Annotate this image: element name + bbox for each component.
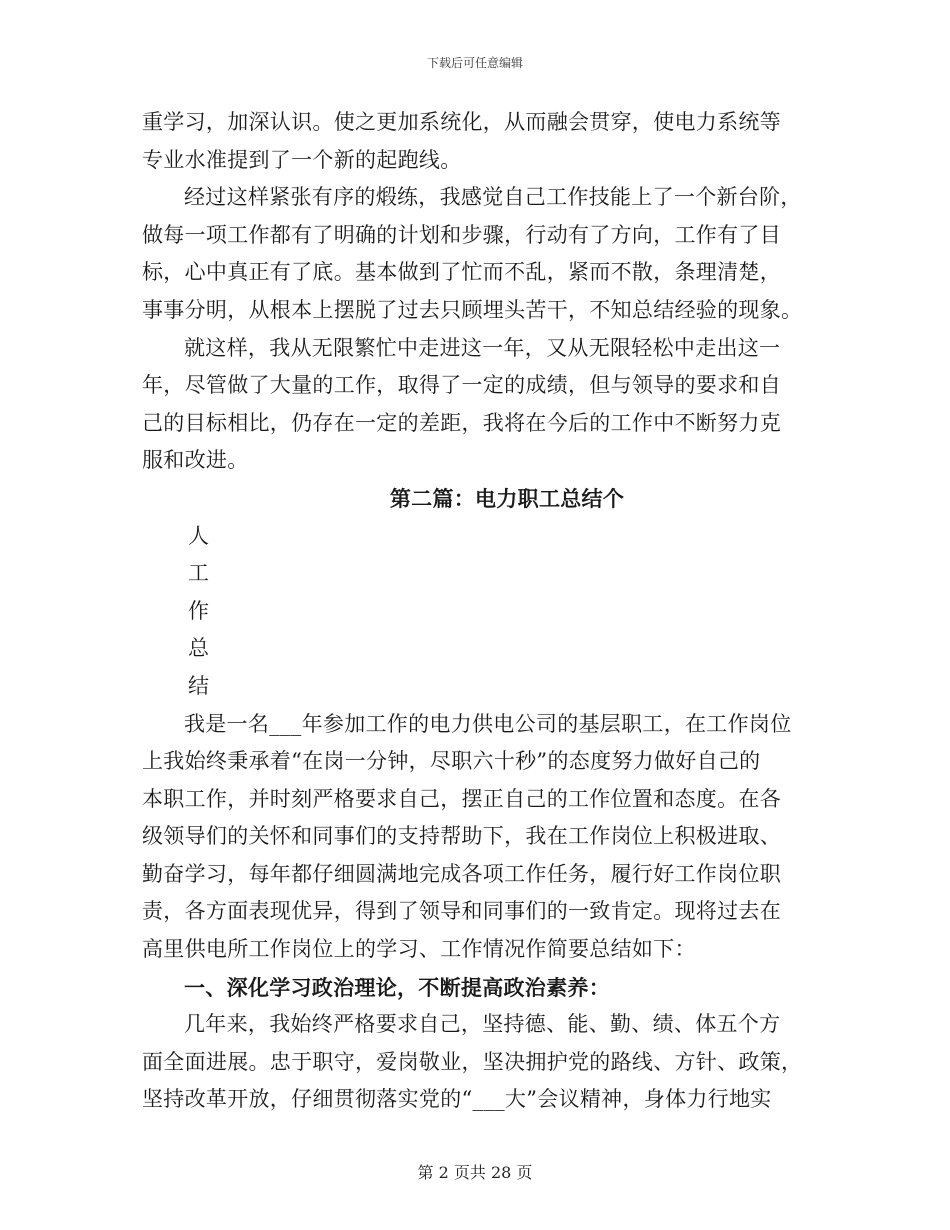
section-title: 第二篇：电力职工总结个 xyxy=(389,485,625,511)
page-footer: 第 2 页共 28 页 xyxy=(417,1163,533,1182)
paragraph-line: 己的目标相比，仍存在一定的差距，我将在今后的工作中不断努力克 xyxy=(142,410,781,435)
title-vertical-char: 作 xyxy=(188,598,210,623)
paragraph-line: 标，心中真正有了底。基本做到了忙而不乱，紧而不散，条理清楚， xyxy=(142,260,781,285)
paragraph-line: 我是一名___年参加工作的电力供电公司的基层职工，在工作岗位 xyxy=(184,711,792,736)
title-vertical-char: 工 xyxy=(188,561,210,586)
page-header: 下载后可任意编辑 xyxy=(426,56,523,70)
title-vertical-char: 人 xyxy=(188,523,210,548)
paragraph-line: 责，各方面表现优异，得到了领导和同事们的一致肯定。现将过去在 xyxy=(142,899,781,924)
paragraph-line: 事事分明，从根本上摆脱了过去只顾埋头苦干，不知总结经验的现象。 xyxy=(142,297,803,322)
paragraph-line: 服和改进。 xyxy=(142,448,249,473)
paragraph-line: 坚持改革开放，仔细贯彻落实党的“___大”会议精神，身体力行地实 xyxy=(142,1087,772,1112)
paragraph-line: 就这样，我从无限繁忙中走进这一年，又从无限轻松中走出这一 xyxy=(184,335,781,360)
paragraph-line: 面全面进展。忠于职守，爱岗敬业，坚决拥护党的路线、方针、政策， xyxy=(142,1049,803,1074)
document-body xyxy=(142,104,812,1119)
paragraph-line: 勤奋学习，每年都仔细圆满地完成各项工作任务，履行好工作岗位职 xyxy=(142,861,781,886)
section-heading: 一、深化学习政治理论，不断提高政治素养： xyxy=(184,974,610,1000)
paragraph-line: 重学习，加深认识。使之更加系统化，从而融会贯穿，使电力系统等 xyxy=(142,110,781,134)
paragraph-line: 几年来，我始终严格要求自己，坚持德、能、勤、绩、体五个方 xyxy=(184,1012,781,1037)
paragraph-line: 本职工作，并时刻严格要求自己，摆正自己的工作位置和态度。在各 xyxy=(142,786,781,811)
title-vertical-char: 结 xyxy=(188,673,210,698)
paragraph-line: 专业水准提到了一个新的起跑线。 xyxy=(142,147,462,172)
paragraph-line: 上我始终秉承着“在岗一分钟，尽职六十秒”的态度努力做好自己的 xyxy=(142,749,761,774)
paragraph-line: 高里供电所工作岗位上的学习、工作情况作简要总结如下： xyxy=(142,937,696,962)
paragraph-line: 年，尽管做了大量的工作，取得了一定的成绩，但与领导的要求和自 xyxy=(142,373,781,398)
title-vertical-char: 总 xyxy=(188,636,210,661)
paragraph-line: 级领导们的关怀和同事们的支持帮助下，我在工作岗位上积极进取、 xyxy=(142,824,781,849)
paragraph-line: 经过这样紧张有序的煅练，我感觉自己工作技能上了一个新台阶， xyxy=(184,185,802,210)
paragraph-line: 做每一项工作都有了明确的计划和步骤，行动有了方向，工作有了目 xyxy=(142,222,781,247)
